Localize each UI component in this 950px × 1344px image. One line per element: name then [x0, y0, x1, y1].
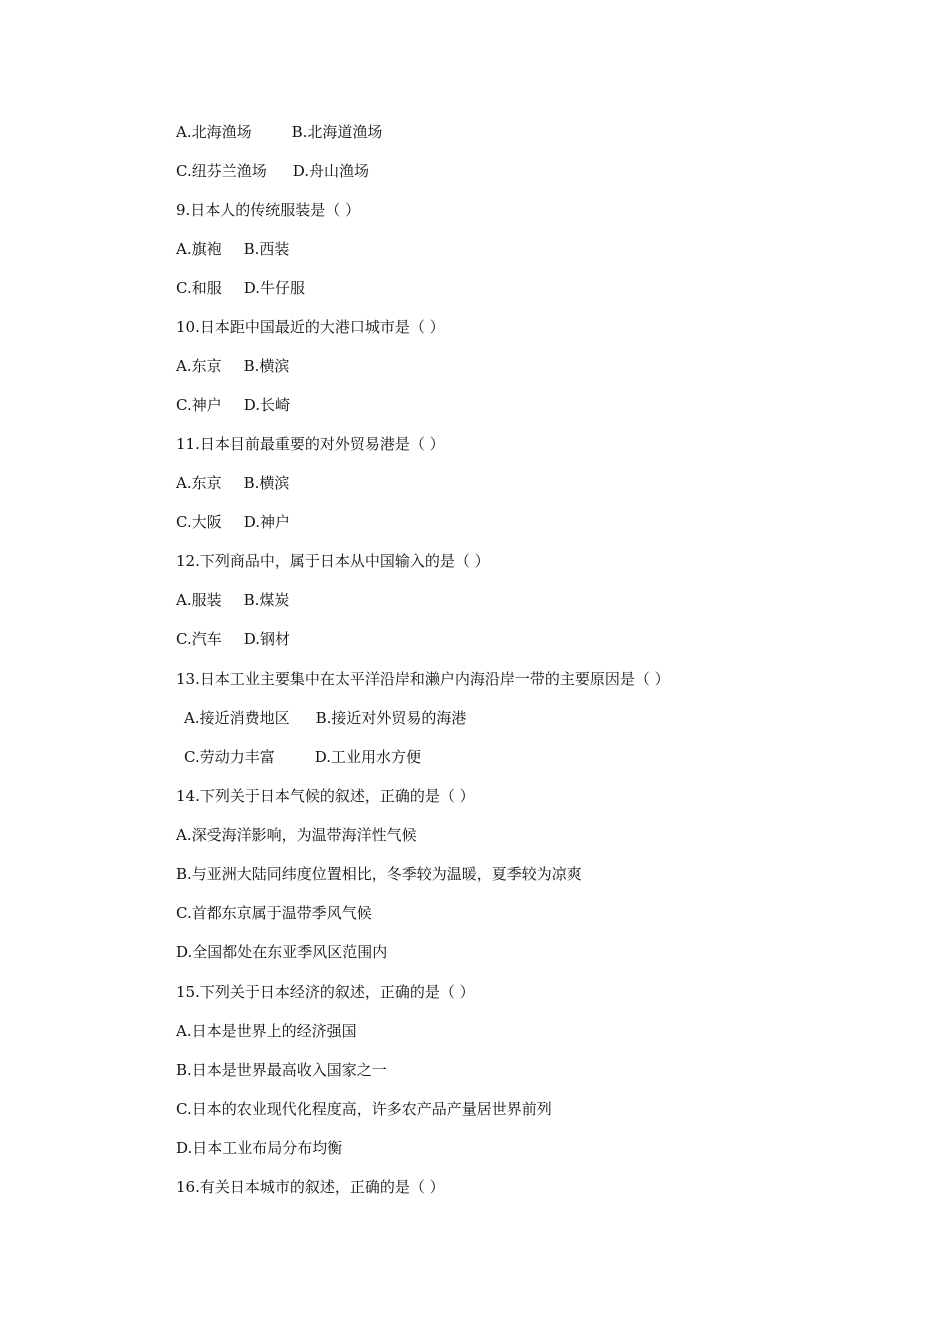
- q8-options-row-2: [176, 159, 369, 183]
- q15-option-b: B.日本是世界最高收入国家之一: [176, 1061, 387, 1079]
- q9-option-b: B.西装: [243, 240, 290, 258]
- q12-option-b: B.煤炭: [243, 591, 290, 609]
- q11-options-row-1: [176, 471, 289, 495]
- q10-stem: 10.日本距中国最近的大港口城市是（ ）: [176, 318, 445, 336]
- q12-option-a: A.服装: [176, 591, 222, 609]
- q9-option-a: A.旗袍: [176, 240, 222, 258]
- q11-options-row-2: [176, 510, 290, 534]
- q8-option-d: D.舟山渔场: [292, 162, 369, 180]
- q11-option-d: D.神户: [243, 513, 290, 531]
- q14-option-b: B.与亚洲大陆同纬度位置相比，冬季较为温暖，夏季较为凉爽: [176, 865, 582, 883]
- q13-stem: 13.日本工业主要集中在太平洋沿岸和濑户内海沿岸一带的主要原因是（ ）: [176, 670, 670, 688]
- q14-option-d: D.全国都处在东亚季风区范围内: [176, 943, 388, 961]
- q15-option-a: A.日本是世界上的经济强国: [176, 1022, 357, 1040]
- q13-option-c: C.劳动力丰富: [184, 748, 275, 766]
- q14-option-a: A.深受海洋影响，为温带海洋性气候: [176, 826, 417, 844]
- q14-option-c: C.首都东京属于温带季风气候: [176, 904, 372, 922]
- q11-option-a: A.东京: [176, 474, 222, 492]
- q9-stem: 9.日本人的传统服装是（ ）: [176, 201, 361, 219]
- q13-option-d: D.工业用水方便: [314, 748, 421, 766]
- q10-option-d: D.长崎: [243, 396, 290, 414]
- q9-options-row-2: [176, 276, 305, 300]
- q13-option-b: B.接近对外贸易的海港: [315, 709, 467, 727]
- q8-option-b: B.北海道渔场: [291, 123, 383, 141]
- q15-option-c: C.日本的农业现代化程度高，许多农产品产量居世界前列: [176, 1100, 552, 1118]
- q13-options-row-2: [184, 745, 421, 769]
- q12-options-row-2: [176, 627, 290, 651]
- q9-option-c: C.和服: [176, 279, 222, 297]
- q15-option-d: D.日本工业布局分布均衡: [176, 1139, 343, 1157]
- q9-options-row-1: [176, 237, 289, 261]
- q12-option-d: D.钢材: [243, 630, 290, 648]
- q11-option-b: B.横滨: [243, 474, 290, 492]
- q12-stem: 12.下列商品中，属于日本从中国输入的是（ ）: [176, 552, 490, 570]
- q10-options-row-2: [176, 393, 290, 417]
- q10-option-a: A.东京: [176, 357, 222, 375]
- q10-option-c: C.神户: [176, 396, 222, 414]
- q15-stem: 15.下列关于日本经济的叙述，正确的是（ ）: [176, 983, 475, 1001]
- q12-options-row-1: [176, 588, 289, 612]
- q8-option-c: C.纽芬兰渔场: [176, 162, 267, 180]
- q9-option-d: D.牛仔服: [243, 279, 305, 297]
- q11-stem: 11.日本目前最重要的对外贸易港是（ ）: [176, 435, 445, 453]
- q11-option-c: C.大阪: [176, 513, 222, 531]
- q8-options-row-1: [176, 120, 382, 144]
- q12-option-c: C.汽车: [176, 630, 222, 648]
- q13-option-a: A.接近消费地区: [184, 709, 290, 727]
- q14-stem: 14.下列关于日本气候的叙述，正确的是（ ）: [176, 787, 475, 805]
- q10-option-b: B.横滨: [243, 357, 290, 375]
- q16-stem: 16.有关日本城市的叙述，正确的是（ ）: [176, 1178, 445, 1196]
- q10-options-row-1: [176, 354, 289, 378]
- q8-option-a: A.北海渔场: [176, 123, 252, 141]
- q13-options-row-1: [184, 706, 466, 730]
